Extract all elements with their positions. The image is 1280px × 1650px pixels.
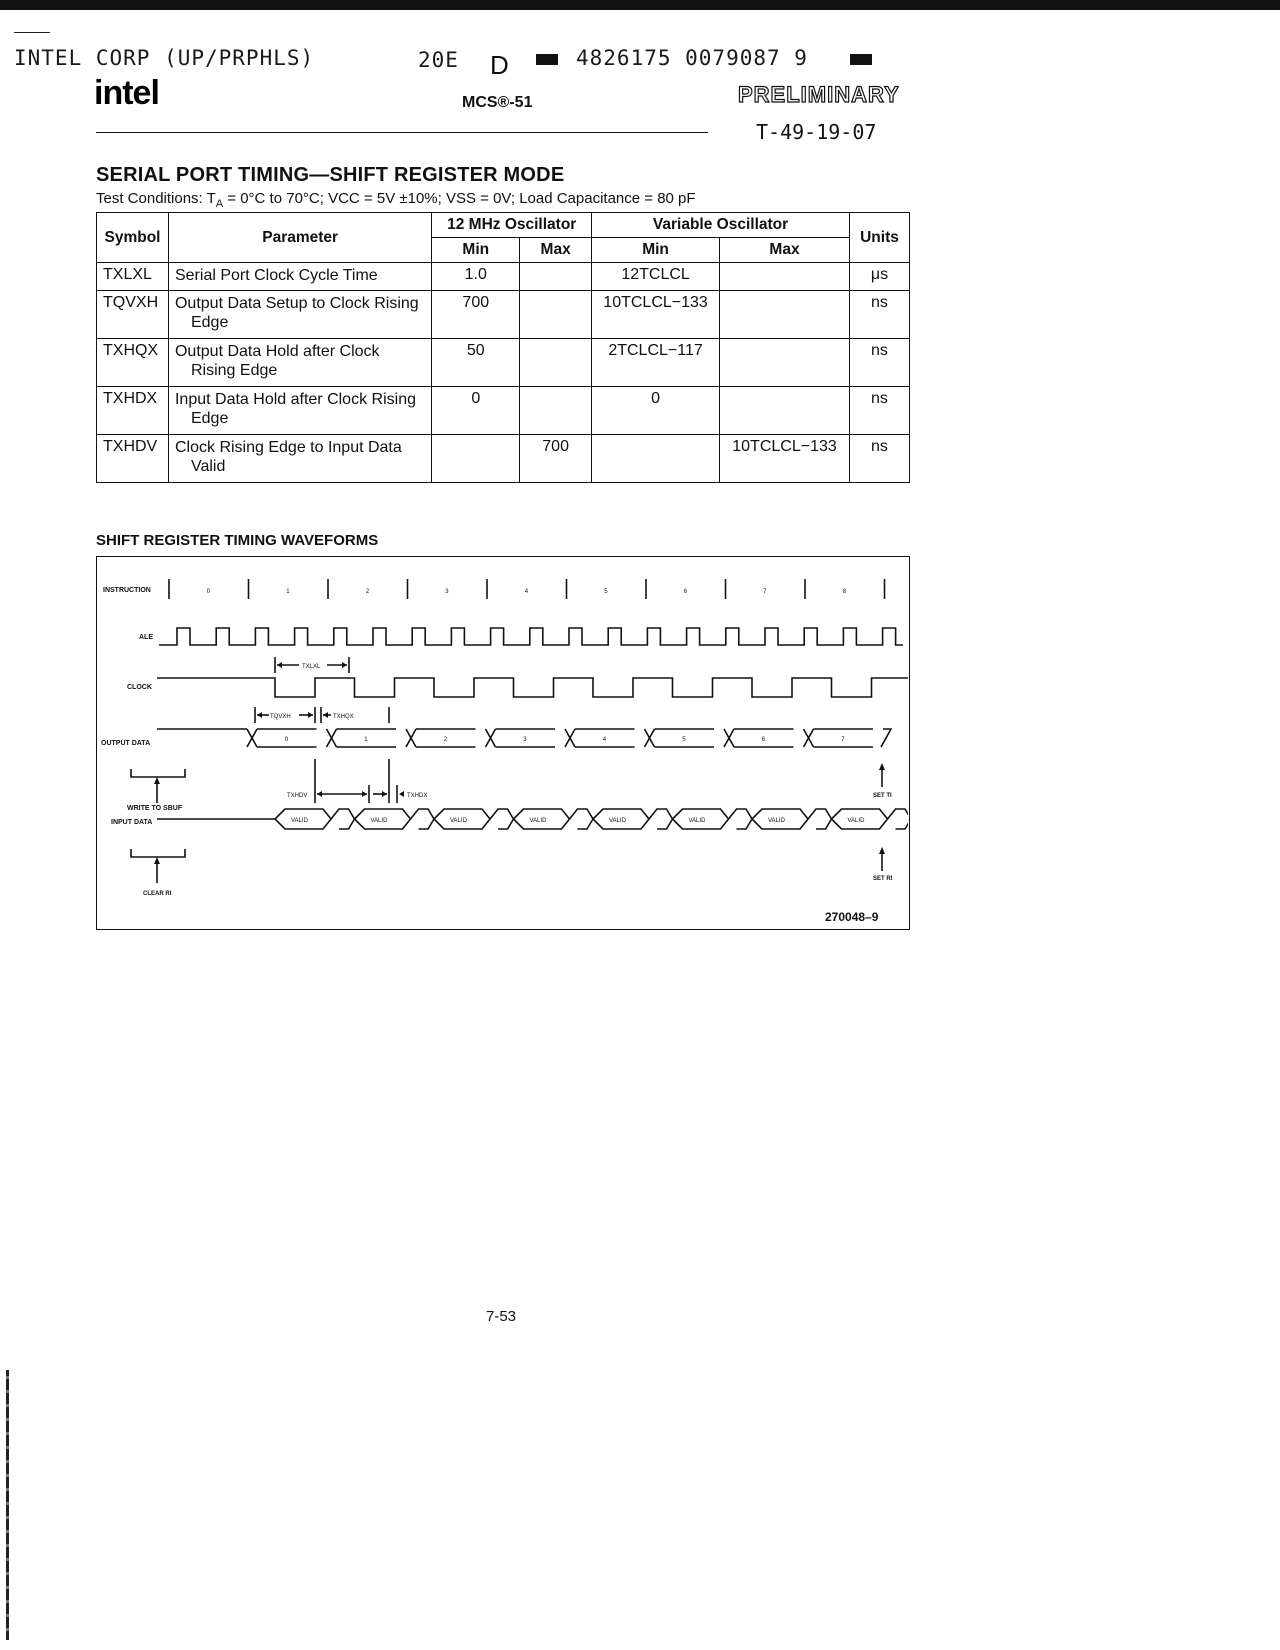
clock-waveform bbox=[157, 678, 908, 697]
instruction-state-label: 1 bbox=[286, 589, 290, 595]
label-input-data: INPUT DATA bbox=[111, 819, 153, 826]
output-bit-label: 5 bbox=[682, 737, 686, 743]
cell-minv: 12TCLCL bbox=[592, 263, 720, 291]
cell-units: μs bbox=[849, 263, 909, 291]
label-set-ti: SET TI bbox=[873, 793, 892, 799]
doc-code: T-49-19-07 bbox=[756, 120, 877, 144]
instruction-state-label: 2 bbox=[365, 589, 370, 595]
redaction-block-1 bbox=[530, 51, 564, 69]
cell-min12: 1.0 bbox=[432, 263, 520, 291]
ale-waveform bbox=[159, 628, 903, 645]
intel-logo: intel bbox=[94, 74, 159, 112]
redaction-block-2 bbox=[844, 51, 878, 69]
table-row bbox=[97, 263, 910, 291]
scan-edge-artifact bbox=[6, 1370, 9, 1640]
output-bit-cell bbox=[247, 729, 317, 747]
table-header-row bbox=[97, 213, 910, 238]
header-symbol: Symbol bbox=[97, 213, 169, 263]
input-valid-label: VALID bbox=[847, 818, 865, 824]
instruction-state-label: 4 bbox=[524, 589, 529, 595]
table-row bbox=[97, 387, 910, 435]
product-name: MCS®-51 bbox=[462, 94, 533, 111]
cell-minv bbox=[592, 435, 720, 483]
output-bit-cell bbox=[724, 729, 794, 747]
cell-minv: 0 bbox=[592, 387, 720, 435]
instruction-state-label: 0 bbox=[206, 589, 211, 595]
cell-maxv bbox=[720, 387, 850, 435]
instruction-state-label: 3 bbox=[445, 589, 449, 595]
input-valid-label: VALID bbox=[529, 818, 547, 824]
input-data-waveform bbox=[157, 809, 908, 829]
write-to-sbuf-marker bbox=[131, 769, 185, 803]
cell-symbol: TQVXH bbox=[97, 291, 169, 339]
label-set-ri: SET RI bbox=[873, 876, 893, 882]
header-variable: Variable Oscillator bbox=[592, 213, 850, 238]
header-units: Units bbox=[849, 213, 909, 263]
scan-code: 20E bbox=[418, 48, 459, 72]
cell-units: ns bbox=[849, 291, 909, 339]
output-tail bbox=[881, 729, 891, 747]
input-transition bbox=[570, 809, 594, 829]
label-txhdv: TXHDV bbox=[287, 793, 308, 799]
cell-maxv bbox=[720, 339, 850, 387]
header-min: Min bbox=[432, 238, 520, 263]
output-bit-label: 1 bbox=[364, 737, 368, 743]
annotation-txlxl bbox=[275, 657, 349, 673]
cell-parameter: Output Data Hold after Clock Rising Edge bbox=[168, 339, 431, 387]
set-ri-marker bbox=[879, 847, 885, 871]
test-conditions: Test Conditions: $T_A = 0^\circ C$ to 70°C; VCC = 5V ±10%; VSS = 0V; Load Capacitance = 80 pF bbox=[96, 190, 696, 210]
cell-max12 bbox=[520, 291, 592, 339]
label-output-data: OUTPUT DATA bbox=[101, 740, 151, 747]
output-bit-cell bbox=[565, 729, 635, 747]
cell-minv: 2TCLCL−117 bbox=[592, 339, 720, 387]
cell-parameter: Serial Port Clock Cycle Time bbox=[168, 263, 431, 291]
cell-max12: 700 bbox=[520, 435, 592, 483]
header-max: Max bbox=[720, 238, 850, 263]
input-transition bbox=[649, 809, 673, 829]
cell-maxv bbox=[720, 263, 850, 291]
header-12mhz: 12 MHz Oscillator bbox=[432, 213, 592, 238]
instruction-track bbox=[169, 579, 885, 599]
output-bit-cell bbox=[645, 729, 715, 747]
label-write-to-sbuf: WRITE TO SBUF bbox=[127, 805, 183, 812]
page-number: 7-53 bbox=[486, 1308, 517, 1325]
scan-company: INTEL CORP (UP/PRPHLS) bbox=[14, 46, 315, 70]
output-bit-cell bbox=[327, 729, 397, 747]
clock-trace bbox=[157, 678, 908, 697]
label-txlxl: TXLXL bbox=[302, 664, 321, 670]
annotation-txhqx bbox=[321, 707, 389, 723]
output-bit-label: 2 bbox=[443, 737, 448, 743]
cell-units: ns bbox=[849, 339, 909, 387]
clear-ri-marker bbox=[131, 849, 185, 883]
cell-minv: 10TCLCL−133 bbox=[592, 291, 720, 339]
output-bit-cell bbox=[804, 729, 874, 747]
output-data-waveform bbox=[157, 729, 891, 747]
input-valid-label: VALID bbox=[291, 818, 308, 824]
cell-min12: 50 bbox=[432, 339, 520, 387]
cell-max12 bbox=[520, 387, 592, 435]
set-ti-marker bbox=[879, 763, 885, 787]
table-row bbox=[97, 291, 910, 339]
timing-diagram bbox=[96, 556, 910, 930]
cell-parameter: Output Data Setup to Clock Rising Edge bbox=[168, 291, 431, 339]
output-bit-cell bbox=[406, 729, 476, 747]
header-parameter: Parameter bbox=[168, 213, 431, 263]
cell-parameter: Input Data Hold after Clock Rising Edge bbox=[168, 387, 431, 435]
table-row bbox=[97, 339, 910, 387]
input-valid-label: VALID bbox=[768, 818, 785, 824]
input-valid-label: VALID bbox=[609, 818, 626, 824]
preliminary-stamp: PRELIMINARY bbox=[738, 82, 900, 107]
label-instruction: INSTRUCTION bbox=[103, 587, 151, 594]
input-valid-label: VALID bbox=[450, 818, 467, 824]
input-valid-label: VALID bbox=[370, 818, 388, 824]
label-txhqx: TXHQX bbox=[333, 714, 354, 720]
annotation-tqvxh bbox=[255, 707, 315, 723]
cell-symbol: TXHQX bbox=[97, 339, 169, 387]
section-title: SERIAL PORT TIMING—SHIFT REGISTER MODE bbox=[96, 164, 565, 186]
cell-parameter: Clock Rising Edge to Input Data Valid bbox=[168, 435, 431, 483]
label-tqvxh: TQVXH bbox=[270, 714, 291, 720]
input-transition bbox=[808, 809, 832, 829]
annotation-txhdv-txhdx bbox=[287, 759, 427, 803]
label-txhdx: TXHDX bbox=[407, 793, 428, 799]
scan-mark bbox=[14, 32, 50, 33]
instruction-state-label: 8 bbox=[842, 589, 847, 595]
timing-diagram-svg bbox=[97, 557, 908, 928]
cell-min12: 700 bbox=[432, 291, 520, 339]
instruction-state-label: 7 bbox=[763, 589, 767, 595]
table-row bbox=[97, 435, 910, 483]
timing-table bbox=[96, 212, 910, 483]
input-transition bbox=[729, 809, 753, 829]
cell-units: ns bbox=[849, 435, 909, 483]
cell-units: ns bbox=[849, 387, 909, 435]
input-valid-label: VALID bbox=[688, 818, 706, 824]
header-min: Min bbox=[592, 238, 720, 263]
header-rule bbox=[96, 132, 708, 133]
input-transition bbox=[331, 809, 355, 829]
output-bit-label: 0 bbox=[284, 737, 289, 743]
output-bit-label: 4 bbox=[602, 737, 607, 743]
input-transition bbox=[411, 809, 435, 829]
cell-maxv bbox=[720, 291, 850, 339]
ale-trace bbox=[159, 628, 903, 645]
instruction-state-label: 5 bbox=[604, 589, 608, 595]
cell-min12 bbox=[432, 435, 520, 483]
label-clear-ri: CLEAR RI bbox=[143, 891, 172, 897]
scan-numbers: 4826175 0079087 9 bbox=[576, 46, 808, 70]
output-bit-label: 3 bbox=[523, 737, 527, 743]
header-max: Max bbox=[520, 238, 592, 263]
cell-max12 bbox=[520, 339, 592, 387]
cell-symbol: TXHDX bbox=[97, 387, 169, 435]
output-bit-cell bbox=[486, 729, 556, 747]
instruction-state-label: 6 bbox=[683, 589, 688, 595]
cell-symbol: TXLXL bbox=[97, 263, 169, 291]
cell-min12: 0 bbox=[432, 387, 520, 435]
cell-maxv: 10TCLCL−133 bbox=[720, 435, 850, 483]
label-ale: ALE bbox=[139, 634, 153, 641]
cell-max12 bbox=[520, 263, 592, 291]
scan-letter: D bbox=[490, 50, 509, 80]
label-clock: CLOCK bbox=[127, 684, 152, 691]
input-transition bbox=[490, 809, 514, 829]
input-transition bbox=[888, 809, 909, 829]
scan-top-border bbox=[0, 0, 1280, 10]
output-bit-label: 7 bbox=[841, 737, 845, 743]
cell-symbol: TXHDV bbox=[97, 435, 169, 483]
waveforms-title: SHIFT REGISTER TIMING WAVEFORMS bbox=[96, 532, 379, 549]
output-bit-label: 6 bbox=[761, 737, 766, 743]
figure-number: 270048–9 bbox=[825, 910, 879, 924]
